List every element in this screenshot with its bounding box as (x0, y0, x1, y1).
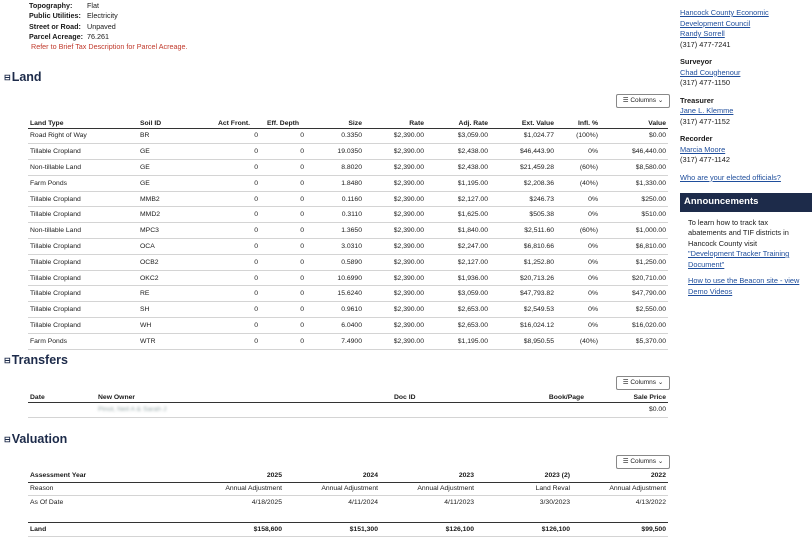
recorder-title: Recorder (680, 134, 713, 143)
table-row[interactable] (28, 402, 668, 418)
treasurer-name[interactable]: Jane L. Klemme (680, 106, 734, 115)
col-header[interactable]: Eff. Depth (260, 108, 306, 128)
table-row[interactable]: Tillable Cropland OCA 0 0 3.0310 $2,390.00 $2,247.00 $6,810.66 0% $6,810.00 (28, 239, 668, 255)
valuation-columns-button[interactable]: ☰ Columns ⌄ (616, 455, 670, 469)
col-header[interactable]: Land Type (28, 108, 138, 128)
council-phone: (317) 477-7241 (680, 39, 731, 49)
table-row[interactable]: Non-tillable Land MPC3 0 0 1.3650 $2,390.00 $1,840.00 $2,511.60 (60%) $1,000.00 (28, 223, 668, 239)
land-table (28, 108, 668, 350)
table-row[interactable]: Farm Ponds GE 0 0 1.8480 $2,390.00 $1,195.00 $2,208.36 (40%) $1,330.00 (28, 175, 668, 191)
transfers-table (28, 390, 668, 418)
table-row[interactable]: Road Right of Way BR 0 0 0.3350 $2,390.00 $3,059.00 $1,024.77 (100%) $0.00 (28, 128, 668, 144)
parcel-info-row: Topography: Flat (29, 1, 99, 10)
transfers-header-row (28, 390, 668, 402)
col-header[interactable]: Value (600, 108, 668, 128)
council-contact[interactable]: Randy Sorrell (680, 29, 725, 38)
sidebar (680, 0, 812, 541)
table-row[interactable]: Tillable Cropland GE 0 0 19.0350 $2,390.00 $2,438.00 $46,443.90 0% $46,440.00 (28, 144, 668, 160)
parcel-info-row: Street or Road: Unpaved (29, 21, 116, 31)
parcel-info-row: Public Utilities: Electricity (29, 11, 118, 21)
table-row[interactable]: Tillable Cropland SH 0 0 0.9610 $2,390.00 $2,653.00 $2,549.53 0% $2,550.00 (28, 302, 668, 318)
col-header[interactable]: Doc ID (392, 390, 506, 402)
col-header[interactable]: Size (306, 108, 364, 128)
recorder-name[interactable]: Marcia Moore (680, 144, 726, 154)
col-header[interactable]: Soil ID (138, 108, 208, 128)
parcel-info (29, 1, 187, 52)
table-row[interactable]: Tillable Cropland WH 0 0 6.0400 $2,390.00 $2,653.00 $16,024.12 0% $16,020.00 (28, 318, 668, 334)
land-columns-button[interactable]: ☰ Columns ⌄ (616, 94, 670, 108)
announcement-text: To learn how to track tax abatements and TIF districts in Hancock County visit (688, 217, 789, 248)
surveyor-name[interactable]: Chad Coughenour (680, 67, 741, 77)
acreage-note: Refer to Brief Tax Description for Parcel Acreage. (31, 42, 188, 52)
list-icon: ☰ (622, 379, 629, 386)
col-header[interactable]: Book/Page (506, 390, 586, 402)
col-header[interactable]: Sale Price (586, 390, 668, 402)
table-row[interactable]: Non-tillable Land GE 0 0 8.8020 $2,390.00 $2,438.00 $21,459.28 (60%) $8,580.00 (28, 160, 668, 176)
treasurer-title: Treasurer (680, 95, 714, 105)
collapse-icon[interactable]: ⊟ (4, 435, 11, 445)
transfers-columns-button[interactable]: ☰ Columns ⌄ (616, 376, 670, 390)
land-table-body (28, 128, 668, 349)
table-row[interactable]: Tillable Cropland OKC2 0 0 10.6990 $2,390.00 $1,936.00 $20,713.26 0% $20,710.00 (28, 270, 668, 286)
valuation-year-row: Assessment Year 2025 2024 2023 2023 (2) 2022 (28, 469, 668, 482)
chevron-down-icon: ⌄ (657, 379, 664, 386)
col-header[interactable]: Act Front. (208, 108, 260, 128)
table-row[interactable]: Farm Ponds WTR 0 0 7.4900 $2,390.00 $1,195.00 $8,950.55 (40%) $5,370.00 (28, 333, 668, 349)
owner-name[interactable]: Pinot, Neil A & Sarah J (96, 402, 392, 418)
table-row[interactable]: Tillable Cropland RE 0 0 15.6240 $2,390.00 $3,059.00 $47,793.82 0% $47,790.00 (28, 286, 668, 302)
surveyor-title: Surveyor (680, 57, 713, 66)
demo-videos-link[interactable]: How to use the Beacon site - view Demo Videos (688, 276, 800, 296)
valuation-land-row: Land $158,600 $151,300 $126,100 $126,100 $99,500 (28, 523, 668, 537)
surveyor-phone: (317) 477-1150 (680, 78, 730, 87)
elected-officials-link[interactable]: Who are your elected officials? (680, 172, 781, 182)
collapse-icon[interactable]: ⊟ (4, 356, 11, 366)
valuation-section-header[interactable]: ⊟Valuation (4, 432, 68, 446)
parcel-info-row: Parcel Acreage: 76.261 (29, 31, 109, 41)
council-link-line2[interactable]: Development Council (680, 18, 751, 28)
table-row[interactable]: Tillable Cropland MMB2 0 0 0.1160 $2,390.00 $2,127.00 $246.73 0% $250.00 (28, 191, 668, 207)
col-header[interactable]: Adj. Rate (426, 108, 490, 128)
tracker-training-link[interactable]: "Development Tracker Training Document" (688, 249, 790, 269)
sale-price: $0.00 (586, 402, 668, 418)
valuation-reason-row: Reason Annual Adjustment Annual Adjustment Annual Adjustment Land Reval Annual Adjustment (28, 482, 668, 496)
chevron-down-icon: ⌄ (657, 97, 664, 104)
valuation-date-row: As Of Date 4/18/2025 4/11/2024 4/11/2023 3/30/2023 4/13/2022 (30, 498, 666, 506)
land-header-row (28, 108, 668, 128)
announcements-header: Announcements (680, 193, 812, 212)
collapse-icon[interactable]: ⊟ (4, 73, 11, 83)
treasurer-phone: (317) 477-1152 (680, 116, 730, 126)
recorder-phone: (317) 477-1142 (680, 155, 730, 164)
valuation-spacer-row (28, 509, 668, 523)
list-icon: ☰ (622, 458, 629, 465)
table-row[interactable]: Tillable Cropland OCB2 0 0 0.5890 $2,390.00 $2,127.00 $1,252.80 0% $1,250.00 (28, 254, 668, 270)
council-link[interactable]: Hancock County Economic (680, 8, 769, 17)
valuation-table (28, 469, 668, 537)
transfers-section-header[interactable]: ⊟Transfers (4, 353, 68, 367)
list-icon: ☰ (622, 97, 629, 104)
land-section-header[interactable]: ⊟Land (4, 70, 42, 84)
col-header[interactable]: Infl. % (556, 108, 600, 128)
col-header[interactable]: Date (28, 390, 96, 402)
chevron-down-icon: ⌄ (657, 458, 664, 465)
table-row[interactable]: Tillable Cropland MMD2 0 0 0.3110 $2,390.00 $1,625.00 $505.38 0% $510.00 (28, 207, 668, 223)
col-header[interactable]: Rate (364, 108, 426, 128)
col-header[interactable]: Ext. Value (490, 108, 556, 128)
col-header[interactable]: New Owner (96, 390, 392, 402)
